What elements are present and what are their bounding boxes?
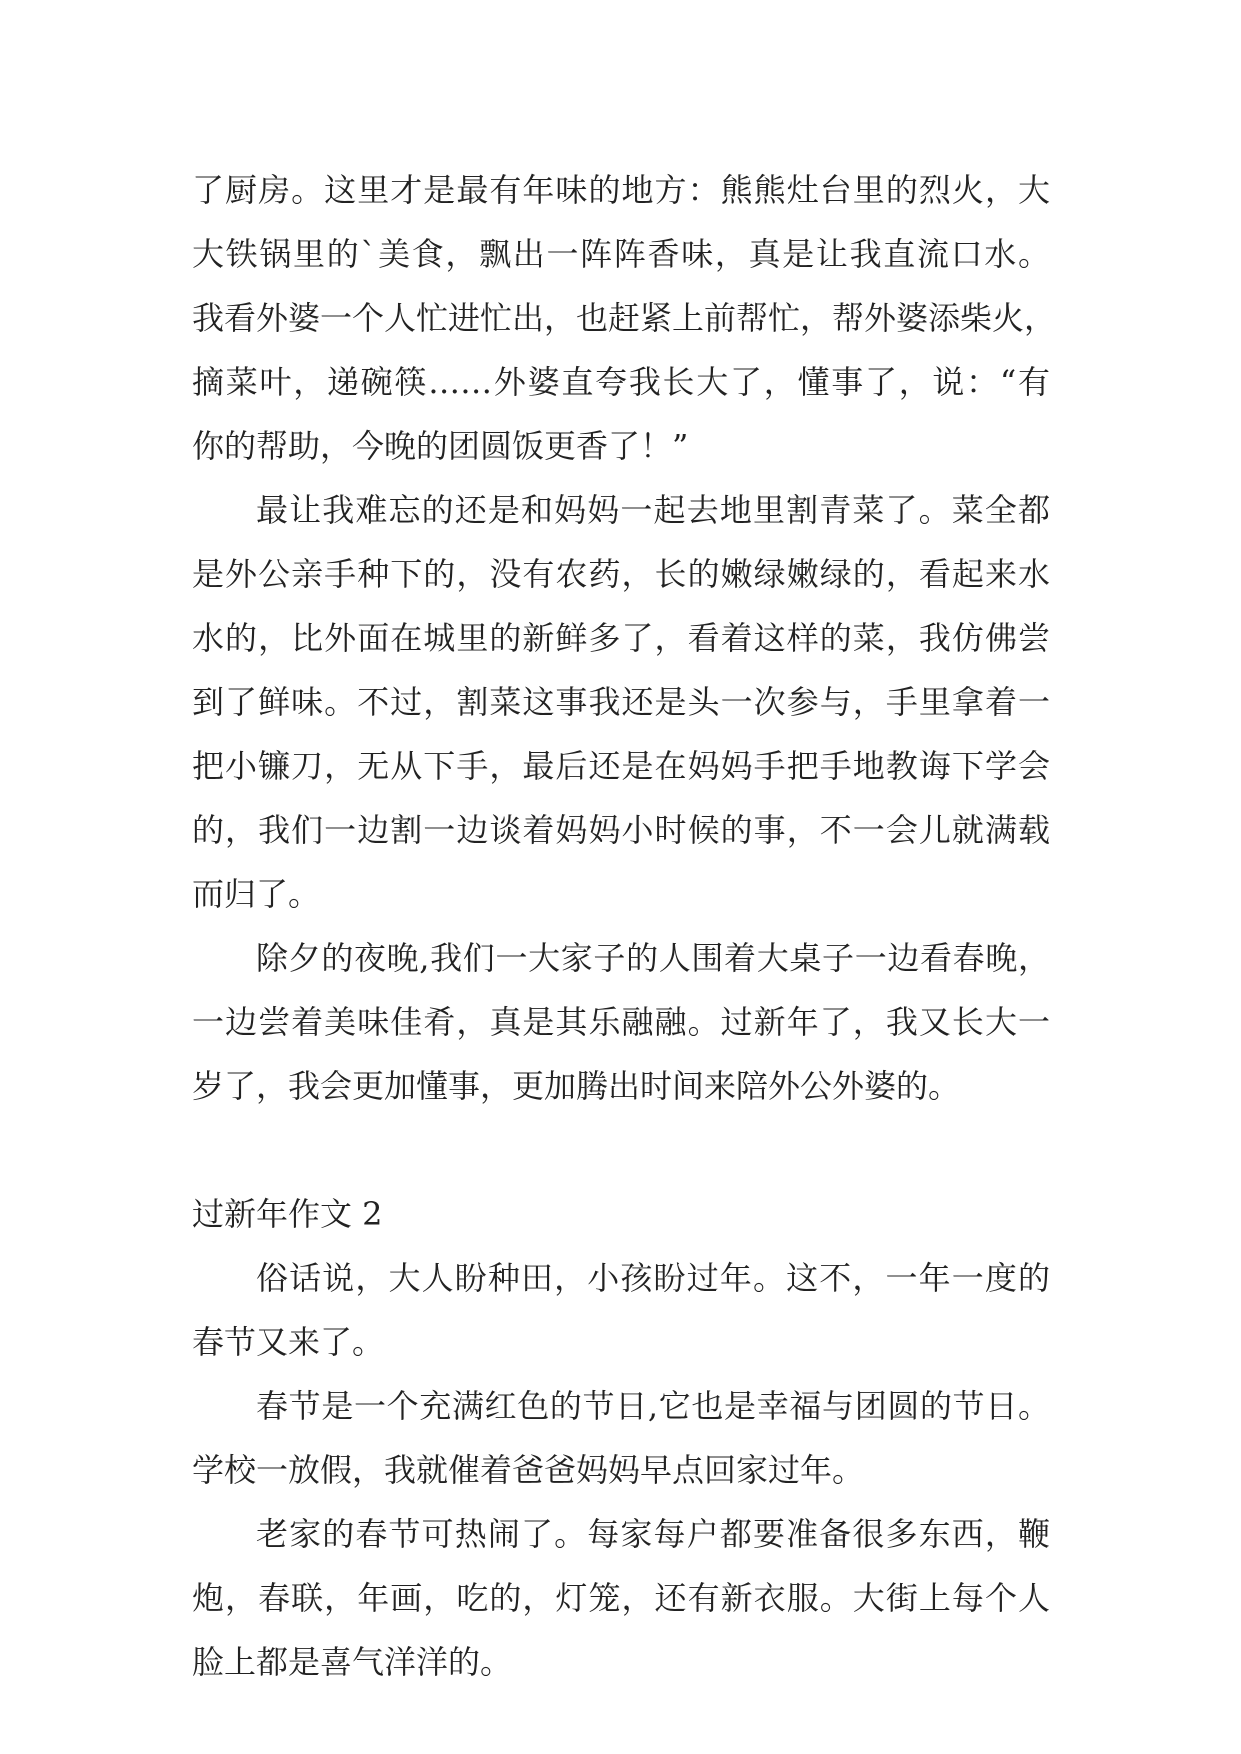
text-line: 到了鲜味。不过，割菜这事我还是头一次参与，手里拿着一 [192, 683, 1050, 721]
section-spacer [192, 1118, 1050, 1182]
text-line: 学校一放假，我就催着爸爸妈妈早点回家过年。 [192, 1451, 865, 1489]
text-line: 大铁锅里的`美食，飘出一阵阵香味，真是让我直流口水。 [192, 235, 1050, 273]
text-line: 岁了，我会更加懂事，更加腾出时间来陪外公外婆的。 [192, 1067, 961, 1105]
paragraph-proverb [192, 1246, 1050, 1374]
document-body [192, 158, 1057, 1694]
text-line: 摘菜叶，递碗筷……外婆直夸我长大了，懂事了，说：“有 [192, 363, 1050, 401]
paragraph-kitchen [192, 158, 1057, 478]
text-line: 脸上都是喜气洋洋的。 [192, 1643, 513, 1681]
text-line: 是外公亲手种下的，没有农药，长的嫩绿嫩绿的，看起来水 [192, 555, 1050, 593]
text-line: 水的，比外面在城里的新鲜多了，看着这样的菜，我仿佛尝 [192, 619, 1050, 657]
text-line: 最让我难忘的还是和妈妈一起去地里割青菜了。菜全都 [256, 491, 1050, 529]
text-line: 老家的春节可热闹了。每家每户都要准备很多东西，鞭 [256, 1515, 1050, 1553]
text-line: 我看外婆一个人忙进忙出，也赶紧上前帮忙，帮外婆添柴火， [192, 299, 1057, 337]
text-line: 而归了。 [192, 875, 321, 913]
text-line: 了厨房。这里才是最有年味的地方：熊熊灶台里的烈火，大 [192, 171, 1050, 209]
paragraph-vegetables [192, 478, 1050, 926]
text-line: 俗话说，大人盼种田，小孩盼过年。这不，一年一度的 [256, 1259, 1050, 1297]
paragraph-hometown [192, 1502, 1050, 1694]
paragraph-spring-festival [192, 1374, 1050, 1502]
text-line: 炮，春联，年画，吃的，灯笼，还有新衣服。大街上每个人 [192, 1579, 1050, 1617]
text-line: 的，我们一边割一边谈着妈妈小时候的事，不一会儿就满载 [192, 811, 1050, 849]
paragraph-new-year-eve [192, 926, 1050, 1118]
text-line: 你的帮助，今晚的团圆饭更香了！” [192, 427, 689, 465]
text-line: 除夕的夜晚,我们一大家子的人围着大桌子一边看春晚， [256, 939, 1050, 977]
text-line: 春节又来了。 [192, 1323, 385, 1361]
text-line: 春节是一个充满红色的节日,它也是幸福与团圆的节日。 [256, 1387, 1050, 1425]
text-line: 把小镰刀，无从下手，最后还是在妈妈手把手地教诲下学会 [192, 747, 1050, 785]
text-line: 一边尝着美味佳肴，真是其乐融融。过新年了，我又长大一 [192, 1003, 1050, 1041]
essay-title: 过新年作文 2 [192, 1195, 383, 1233]
